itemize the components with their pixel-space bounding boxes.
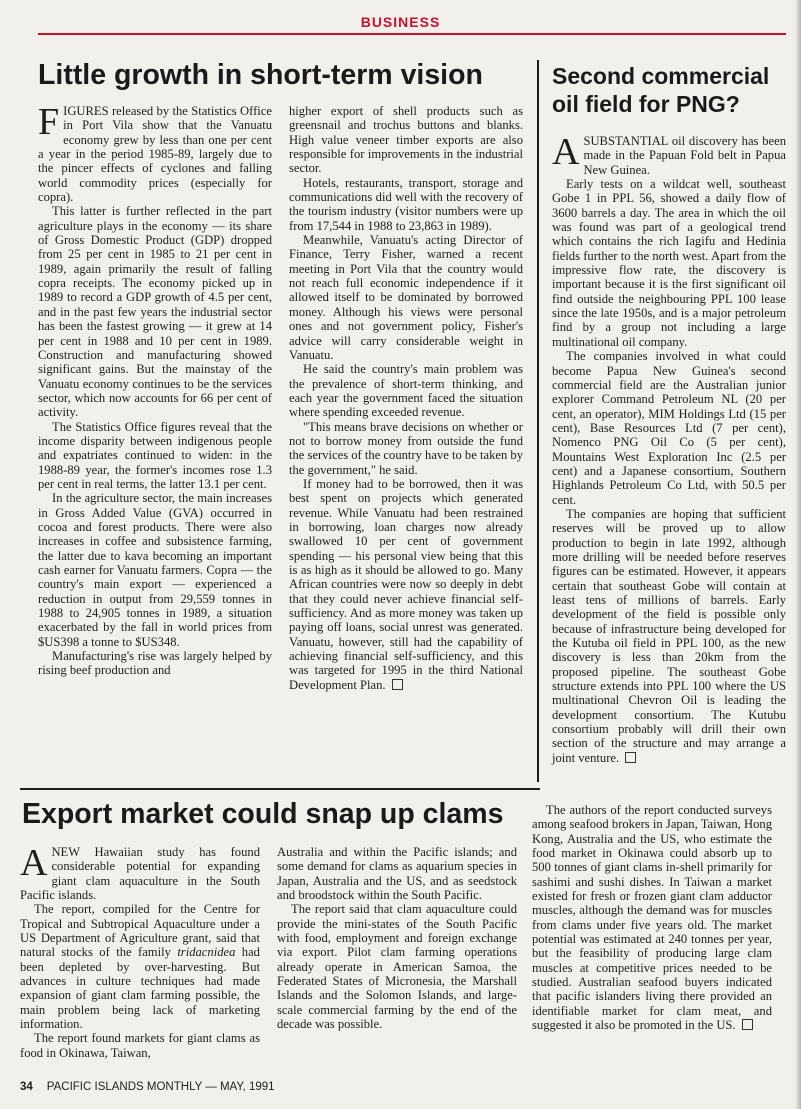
article1-paragraph: This latter is further reflected in the part agriculture plays in the economy — its share of Gross Domestic Product (GDP) dropped from 25 per cent in 1985 to 21 per cent in 1989, again primarily the result of falling copra receipts. The economy picked up in 1989 to record a GDP growth of 4.5 per cent, and in the past few years the industrial sector has been the fastest growing — it grew at 14 per cent in 1988 and 10 per cent in 1989. Construction and manufacturing showed significant gains. But the mainstay of the Vanuatu economy continues to be the services sector, which now accounts for 66 per cent of activity. bbox=[38, 204, 272, 420]
article2-headline: Second commercial oil field for PNG? bbox=[552, 63, 770, 117]
article2-paragraph: The companies involved in what could become Papua New Guinea's second commercial field are the Australian junior explorer Command Petroleum NL (20 per cent, an operator), MIM Holdings Ltd (15 per cent), Base Resources Ltd (7 per cent), Nomenco PNG Oil Co (5 per cent), Mountains West Exploration Inc (2.5 per cent) and a Japanese consortium, Southern Highlands Petroleum Co Ltd, with 50.5 per cent. bbox=[552, 349, 786, 507]
section-label: BUSINESS bbox=[360, 14, 441, 30]
article2-paragraph: Early tests on a wildcat well, southeast Gobe 1 in PPL 56, showed a daily flow of 3600 barrels a day. The area in which the oil was found was part of a geological trend which contains the rich Iagifu and Hedinia fields further to the north west. Apart from the impressive flow rate, the discovery is important because it is the first significant oil find outside the neighbouring PPL 100 lease since the late 1950s, and is a major petroleum find by a group not including a large multinational oil company. bbox=[552, 177, 786, 349]
article1-paragraph: If money had to be borrowed, then it was best spent on projects which generated revenue. While Vanuatu had been restrained in borrowing, loan charges now already swallowed 10 per cent of government spending — his personal view being that this is as high as it should be allowed to go. Many African countries were now so deeply in debt that they could never achieve financial self-sufficiency. And as more money was taken up paying off loans, social unrest was generated. Vanuatu, however, still had the capability of achieving financial self-sufficiency, and this was targeted for 1995 in the third National Development Plan. bbox=[289, 476, 523, 692]
end-of-article-icon bbox=[742, 1019, 753, 1030]
article1-paragraph: The Statistics Office figures reveal that the income disparity between indigenous people and expatriates continued to widen: in the 1988-89 year, the former's incomes rose 1.3 per cent in real terms, the latter 13.1 per cent. bbox=[38, 419, 272, 491]
article3-paragraph: The report found markets for giant clams as food in Okinawa, Taiwan, bbox=[20, 1031, 260, 1060]
article1-paragraph: FIGURES released by the Statistics Office in Port Vila show that the Vanuatu economy grew by less than one per cent a year in the period 1985-89, largely due to the pincer effects of cyclones and falling world commodity prices (especially for copra). bbox=[38, 101, 272, 205]
article1-column-2 bbox=[289, 104, 523, 692]
article3-paragraph: Australia and within the Pacific islands; and some demand for clams as aquarium species in Japan, Australia and the US, and as seedstock and broodstock within the South Pacific. bbox=[277, 845, 517, 903]
page-number: 34 bbox=[20, 1081, 33, 1093]
article3-paragraph: ANEW Hawaiian study has found considerable potential for expanding giant clam aquaculture in the South Pacific islands. bbox=[20, 842, 260, 903]
article1-paragraph: Manufacturing's rise was largely helped by rising beef production and bbox=[38, 649, 272, 678]
article3-paragraph: The report, compiled for the Centre for Tropical and Subtropical Aquaculture under a US Department of Agriculture grant, said that natural stocks of the family tridacnidea had been depleted by over-harvesting. But advances in culture techniques had made expansion of giant clam farming possible, the main problem being lack of marketing information. bbox=[20, 902, 260, 1032]
end-of-article-icon bbox=[625, 752, 636, 763]
article1-paragraph: He said the country's main problem was the prevalence of short-term thinking, and each year the government faced the situation where spending exceeded revenue. bbox=[289, 362, 523, 420]
section-rule bbox=[38, 33, 786, 35]
article1-paragraph: In the agriculture sector, the main increases in Gross Added Value (GVA) occurred in cocoa and forest products. There were also increases in coffee and subsistence farming, the latter due to kava becoming an important cash earner for Vanuatu farmers. Copra — the country's main export — experienced a reduction in output from 29,559 tonnes in 1988 to 24,905 tonnes in 1989, a situation exacerbated by the fall in world prices from $US398 a tonne to $US348. bbox=[38, 491, 272, 649]
article1-column-1 bbox=[38, 101, 272, 678]
article3-column-1 bbox=[20, 842, 260, 1060]
article3-column-3 bbox=[532, 803, 772, 1033]
dropcap: A bbox=[20, 842, 48, 884]
article1-paragraph: Hotels, restaurants, transport, storage and communications did well with the recovery of the tourism industry (visitor numbers were up from 17,544 in 1988 to 23,863 in 1989). bbox=[289, 175, 523, 233]
page-footer bbox=[20, 1081, 275, 1093]
article3-headline: Export market could snap up clams bbox=[22, 798, 504, 830]
article1-paragraph: Meanwhile, Vanuatu's acting Director of Finance, Terry Fisher, warned a recent meeting in Port Vila that the country would not reach full economic independence if it allowed itself to be dominated by borrowed money. Although his views were personal ones and not government policy, Fisher's advice will carry considerable weight in Vanuatu. bbox=[289, 233, 523, 362]
publication-line: PACIFIC ISLANDS MONTHLY — MAY, 1991 bbox=[46, 1081, 275, 1093]
article2-paragraph: ASUBSTANTIAL oil discovery has been made in the Papuan Fold belt in Papua New Guinea. bbox=[552, 131, 786, 177]
end-of-article-icon bbox=[392, 679, 403, 690]
article2-paragraph: The companies are hoping that sufficient reserves will be proved up to allow production to begin in late 1992, although more drilling will be needed before reserves figures can be estimated. However, it appears certain that southeast Gobe will contain at least tens of millions of barrels. Early development of the field is possible only because of infrastructure being developed for the Kutuba oil field in PPL 100, as the new discovery is less than 20km from the proposed pipeline. The southeast Gobe structure extends into PPL 100 where the US multinational Chevron Oil is leading the development consortium. The Kutubu consortium probably will drill their own section of the structure and may arrange a joint venture. bbox=[552, 506, 786, 765]
dropcap: F bbox=[38, 101, 60, 143]
article1-headline: Little growth in short-term vision bbox=[38, 59, 483, 91]
article-divider bbox=[20, 788, 540, 790]
article1-paragraph: higher export of shell products such as greensnail and trochus buttons and blanks. High value veneer timber exports are also responsible for improvements in the industrial sector. bbox=[289, 104, 523, 176]
scan-edge-shadow bbox=[795, 0, 801, 1109]
column-divider bbox=[537, 60, 539, 782]
article3-column-2 bbox=[277, 845, 517, 1031]
article3-paragraph: The authors of the report conducted surveys among seafood brokers in Japan, Taiwan, Hong Kong, Australia and the US, who estimate the food market in Okinawa could absorb up to 500 tonnes of giant clams in-shell primarily for sashimi and sushi dishes. In Taiwan a market existed for fresh or frozen giant clam adductor muscles, although the demand was for muscles from clams under five years old. The market potential was estimated at 240 tonnes per year, but the feasibility of producing large clam muscles at competitive prices needed to be studied. Australian seafood buyers indicated that pacific islanders living there provided an identifiable market for clam meat, and suggested it also be promoted in the US. bbox=[532, 803, 772, 1033]
article1-paragraph: "This means brave decisions on whether or not to borrow money from outside the fund the services of the country have to be taken by the government," he said. bbox=[289, 419, 523, 477]
article2-column bbox=[552, 131, 786, 765]
article3-paragraph: The report said that clam aquaculture could provide the mini-states of the South Pacific with food, employment and foreign exchange via export. Pilot clam farming operations already operate in American Samoa, the Federated States of Micronesia, the Marshall Islands and the Solomon Islands, and large-scale commercial farming by the end of the decade was possible. bbox=[277, 902, 517, 1032]
dropcap: A bbox=[552, 131, 580, 173]
